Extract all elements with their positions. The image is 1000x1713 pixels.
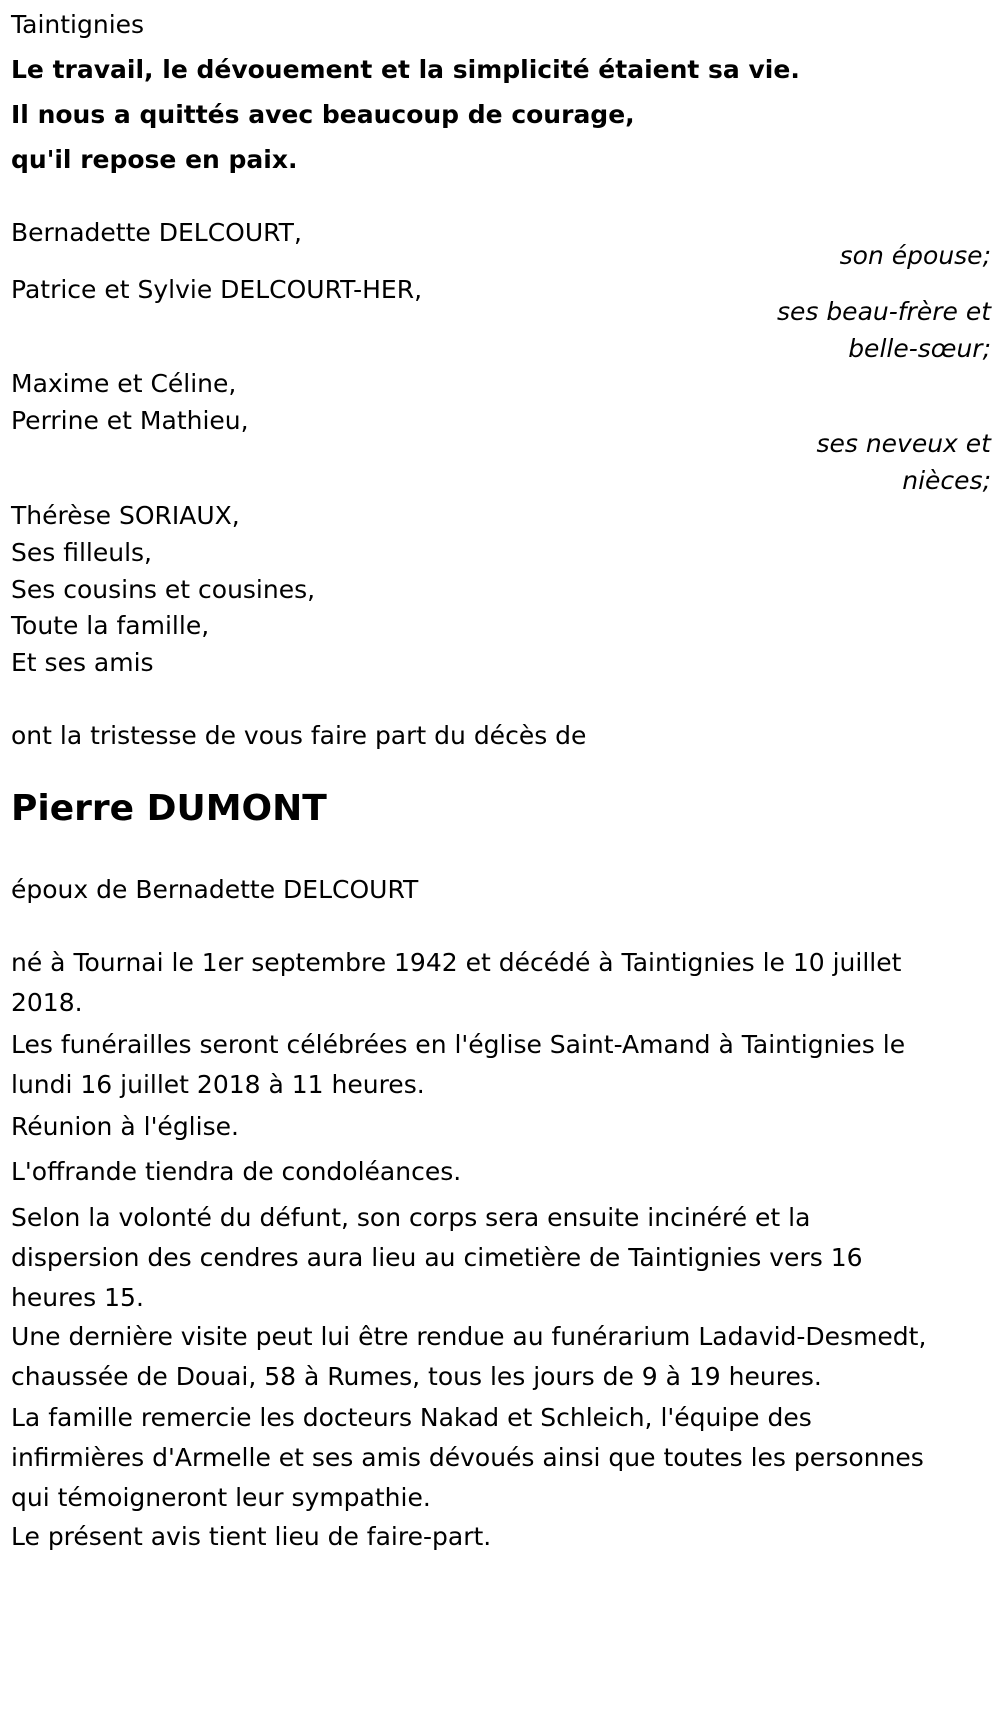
family-relation: belle-sœur; (848, 334, 991, 363)
family-name: Bernadette DELCOURT, (11, 218, 302, 247)
family-name: Ses cousins et cousines, (11, 575, 316, 604)
family-relation: nièces; (902, 466, 991, 495)
meeting-paragraph: Réunion à l'église. (11, 1112, 239, 1141)
family-relation: ses beau-frère et (776, 297, 991, 326)
birth-death-paragraph: né à Tournai le 1er septembre 1942 et décédé à Taintignies le 10 juillet 2018. (11, 948, 902, 1017)
thanks-paragraph: La famille remercie les docteurs Nakad et Schleich, l'équipe des infirmières d'Armelle et ses amis dévoués ainsi que toutes les personnes qui témoigneront leur sympathie. (11, 1403, 924, 1512)
family-name: Ses filleuls, (11, 538, 153, 567)
family-name: Toute la famille, (11, 611, 210, 640)
visit-paragraph: Une dernière visite peut lui être rendue au funérarium Ladavid-Desmedt, chaussée de Douai, 58 à Rumes, tous les jours de 9 à 19 heures. (11, 1322, 927, 1391)
spouse-line: époux de Bernadette DELCOURT (11, 875, 419, 904)
family-name: Perrine et Mathieu, (11, 406, 249, 435)
family-name: Et ses amis (11, 648, 154, 677)
announcement-text: ont la tristesse de vous faire part du décès de (11, 721, 587, 750)
verse-line-1: Le travail, le dévouement et la simplicité étaient sa vie. (11, 55, 800, 84)
verse-line-2: Il nous a quittés avec beaucoup de courage, (11, 100, 635, 129)
closing-paragraph: Le présent avis tient lieu de faire-part. (11, 1522, 492, 1551)
family-name: Maxime et Céline, (11, 369, 237, 398)
family-name: Patrice et Sylvie DELCOURT-HER, (11, 275, 423, 304)
offering-paragraph: L'offrande tiendra de condoléances. (11, 1157, 462, 1186)
funeral-paragraph: Les funérailles seront célébrées en l'église Saint-Amand à Taintignies le lundi 16 juillet 2018 à 11 heures. (11, 1030, 906, 1099)
family-relation: ses neveux et (816, 429, 991, 458)
deceased-name: Pierre DUMONT (11, 788, 327, 829)
verse-line-3: qu'il repose en paix. (11, 145, 298, 174)
family-name: Thérèse SORIAUX, (11, 501, 240, 530)
family-relation: son épouse; (839, 241, 991, 270)
cremation-paragraph: Selon la volonté du défunt, son corps sera ensuite incinéré et la dispersion des cendres aura lieu au cimetière de Taintignies vers 16 heures 15. (11, 1203, 863, 1312)
place-name: Taintignies (11, 10, 145, 39)
